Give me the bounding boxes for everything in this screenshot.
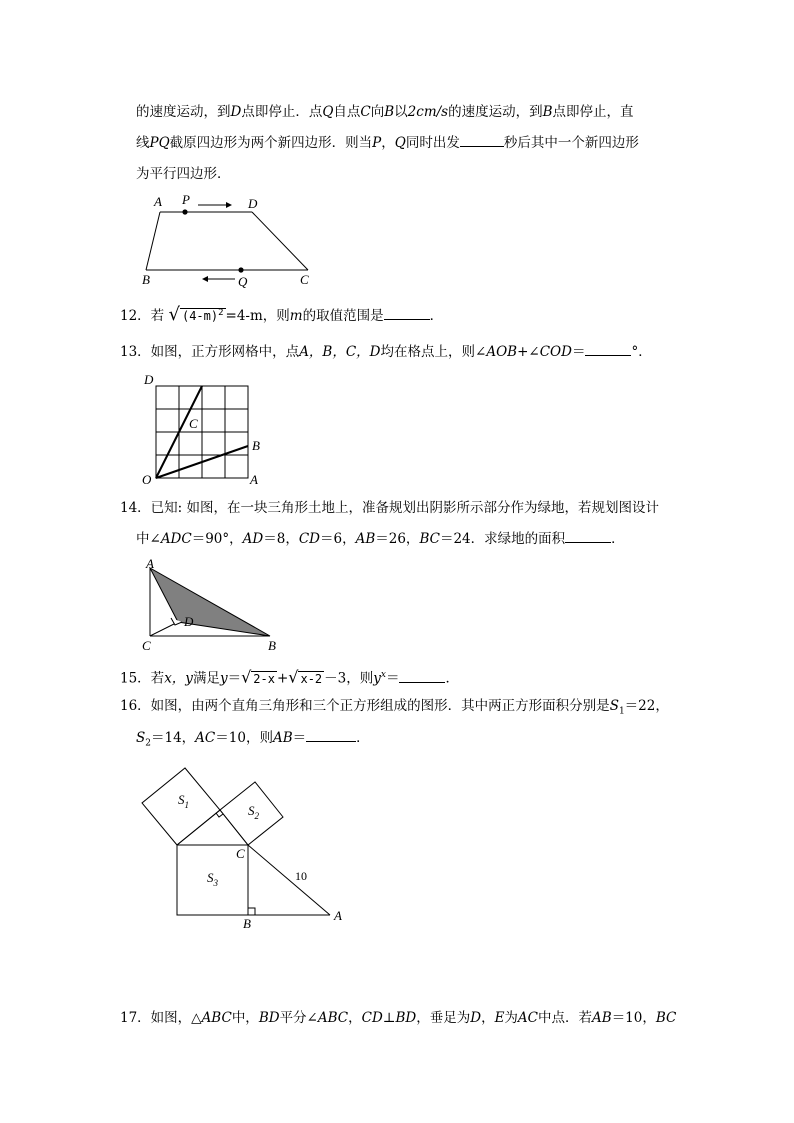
var: E	[494, 1010, 505, 1026]
text: ．	[356, 730, 370, 746]
label-c: C	[236, 846, 245, 861]
answer-blank[interactable]	[585, 343, 631, 356]
var: BD	[258, 1010, 280, 1026]
text: 点即停止，直	[552, 104, 634, 120]
text: ＝6，	[319, 531, 356, 547]
label-s: S	[248, 803, 255, 818]
point-p	[182, 209, 187, 214]
text: 满足	[192, 670, 220, 687]
label-s: S	[207, 870, 214, 885]
answer-blank[interactable]	[565, 530, 611, 543]
subscript: 1	[618, 706, 625, 717]
label-p: P	[182, 192, 190, 207]
answer-blank[interactable]	[460, 134, 504, 147]
label-c: C	[142, 638, 151, 653]
var: AB	[355, 531, 376, 547]
point-q	[238, 267, 243, 272]
label-c: C	[300, 272, 309, 287]
label-d: D	[144, 372, 154, 387]
var: BC	[655, 1010, 677, 1026]
q14-line2	[136, 530, 625, 548]
var: AB	[272, 730, 293, 746]
label-sub: 1	[184, 800, 189, 810]
q15: 15．若x，y满足y＝√ 2-x +√ x-2 －3，则$y^x=$ ．	[120, 667, 459, 687]
var: Q	[322, 104, 334, 120]
label-s1	[178, 792, 189, 810]
text: ＝	[571, 344, 586, 360]
grid-figure	[140, 372, 280, 487]
label-a: A	[154, 194, 162, 209]
text: ＝	[292, 730, 307, 746]
label-q: Q	[238, 274, 248, 289]
q13	[120, 343, 652, 361]
label-b: B	[268, 638, 276, 653]
var: C	[360, 104, 371, 120]
answer-blank[interactable]	[399, 670, 445, 683]
text: 的速度运动，到	[136, 104, 231, 120]
text: =4-m，则	[225, 308, 290, 324]
text: ，	[381, 135, 395, 151]
var: PQ	[149, 135, 170, 151]
text: ．	[611, 531, 625, 547]
var: S	[609, 698, 619, 714]
label-s3	[207, 870, 219, 888]
label-a: A	[334, 908, 342, 923]
text: 线	[136, 135, 150, 151]
text: 13．如图，正方形网格中，点	[120, 344, 300, 360]
text: －3，则	[324, 670, 374, 687]
triangle-figure	[140, 558, 290, 653]
text: 的取值范围是	[302, 308, 384, 324]
var: BC	[419, 531, 440, 547]
trapezoid-figure	[140, 192, 320, 292]
var: D	[230, 104, 242, 120]
text: 自点	[333, 104, 361, 120]
radicand: 2-x	[253, 671, 275, 686]
text: 12．若	[120, 308, 165, 324]
text: 向	[370, 104, 385, 120]
q11-line3: 为平行四边形．	[136, 166, 231, 182]
var: m	[289, 308, 303, 324]
text: +∠	[517, 344, 540, 360]
text: 秒后其中一个新四边形	[503, 135, 639, 151]
var: x，y	[164, 670, 193, 687]
text: 同时出发	[405, 135, 460, 151]
label-d: D	[248, 196, 258, 211]
answer-blank[interactable]	[384, 307, 430, 320]
label-s: S	[178, 792, 185, 807]
var: AD	[242, 531, 264, 547]
text: 15．若	[120, 670, 165, 687]
var: y	[373, 670, 381, 687]
text: 中点．若	[538, 1010, 593, 1026]
label-c: C	[189, 416, 198, 431]
radicand	[180, 308, 226, 323]
q14-line1: 14．已知: 如图，在一块三角形土地上，准备规划出阴影所示部分作为绿地，若规划图设计	[120, 500, 660, 516]
q16-line1	[120, 697, 669, 721]
label-sub: 3	[213, 878, 218, 888]
text: ＝26，	[375, 531, 420, 547]
text: 以	[394, 104, 408, 120]
label-s2	[248, 803, 260, 821]
text: 平分∠	[279, 1010, 318, 1026]
text: ＝8，	[263, 531, 299, 547]
text: 16．如图，由两个直角三角形和三个正方形组成的图形．其中两正方形面积分别是	[120, 698, 610, 714]
sqrt-expression: √ $(4-m)^2$	[168, 304, 224, 325]
var: D	[470, 1010, 482, 1026]
answer-blank[interactable]	[306, 729, 356, 742]
subscript: 2	[145, 738, 151, 749]
text: +	[276, 670, 289, 687]
exponent: x	[380, 670, 386, 680]
q12	[120, 304, 443, 325]
var: ABC	[201, 1010, 232, 1026]
var: BD	[395, 1010, 417, 1026]
text: ，垂足为	[416, 1010, 471, 1026]
squares-figure	[130, 760, 360, 935]
text: ＝90°，	[191, 531, 243, 547]
text: ＝	[227, 670, 242, 687]
label-o: O	[142, 472, 152, 487]
var: P	[372, 135, 382, 151]
text: ＝14，	[150, 730, 196, 746]
exponent: 2	[218, 308, 224, 318]
var: ABC	[317, 1010, 349, 1026]
text: ＝24．求绿地的面积	[439, 531, 566, 547]
var: y	[219, 670, 228, 687]
text: ，	[481, 1010, 495, 1026]
text: 均在格点上，则∠	[380, 344, 487, 360]
text: ＝10，	[611, 1010, 656, 1026]
var: ADC	[160, 531, 192, 547]
q16-line2	[136, 729, 370, 753]
label-ten: 10	[295, 869, 307, 883]
label-d: D	[184, 614, 194, 629]
var: AB	[592, 1010, 612, 1026]
text: ⊥	[382, 1010, 396, 1026]
var: CD	[361, 1010, 383, 1026]
q11-line1	[136, 103, 634, 121]
label-a: A	[146, 556, 154, 571]
text: ＝22，	[624, 698, 669, 714]
text: ．	[445, 670, 459, 687]
text: °．	[631, 344, 652, 360]
text: ＝10，则	[215, 730, 273, 746]
var: A，B，C，D	[299, 344, 381, 360]
var: CD	[298, 531, 320, 547]
text: 中∠	[136, 531, 161, 547]
text: 截原四边形为两个新四边形．则当	[169, 135, 373, 151]
q11-line2	[136, 134, 639, 152]
text: ＝	[385, 670, 400, 687]
text: (4-m)	[181, 309, 219, 323]
var: COD	[539, 344, 572, 360]
text: ．	[429, 308, 444, 324]
text: 为	[504, 1010, 518, 1026]
text: 中，	[231, 1010, 259, 1026]
q17	[120, 1009, 676, 1027]
var: B	[384, 104, 395, 120]
label-b: B	[252, 438, 260, 453]
label-b: B	[243, 916, 251, 931]
var: AC	[195, 730, 216, 746]
text: 的速度运动，到	[448, 104, 543, 120]
label-sub: 2	[254, 811, 259, 821]
speed: 2cm/s	[407, 104, 449, 120]
var: AC	[517, 1010, 539, 1026]
var: B	[542, 104, 553, 120]
var: S	[136, 730, 146, 746]
label-a: A	[250, 472, 258, 487]
text: ，	[348, 1010, 362, 1026]
text: 点即停止．点	[241, 104, 323, 120]
var: AOB	[486, 344, 518, 360]
radicand: x-2	[300, 671, 323, 686]
label-b: B	[142, 272, 150, 287]
var: Q	[394, 135, 406, 151]
text: 17．如图，△	[120, 1010, 202, 1026]
